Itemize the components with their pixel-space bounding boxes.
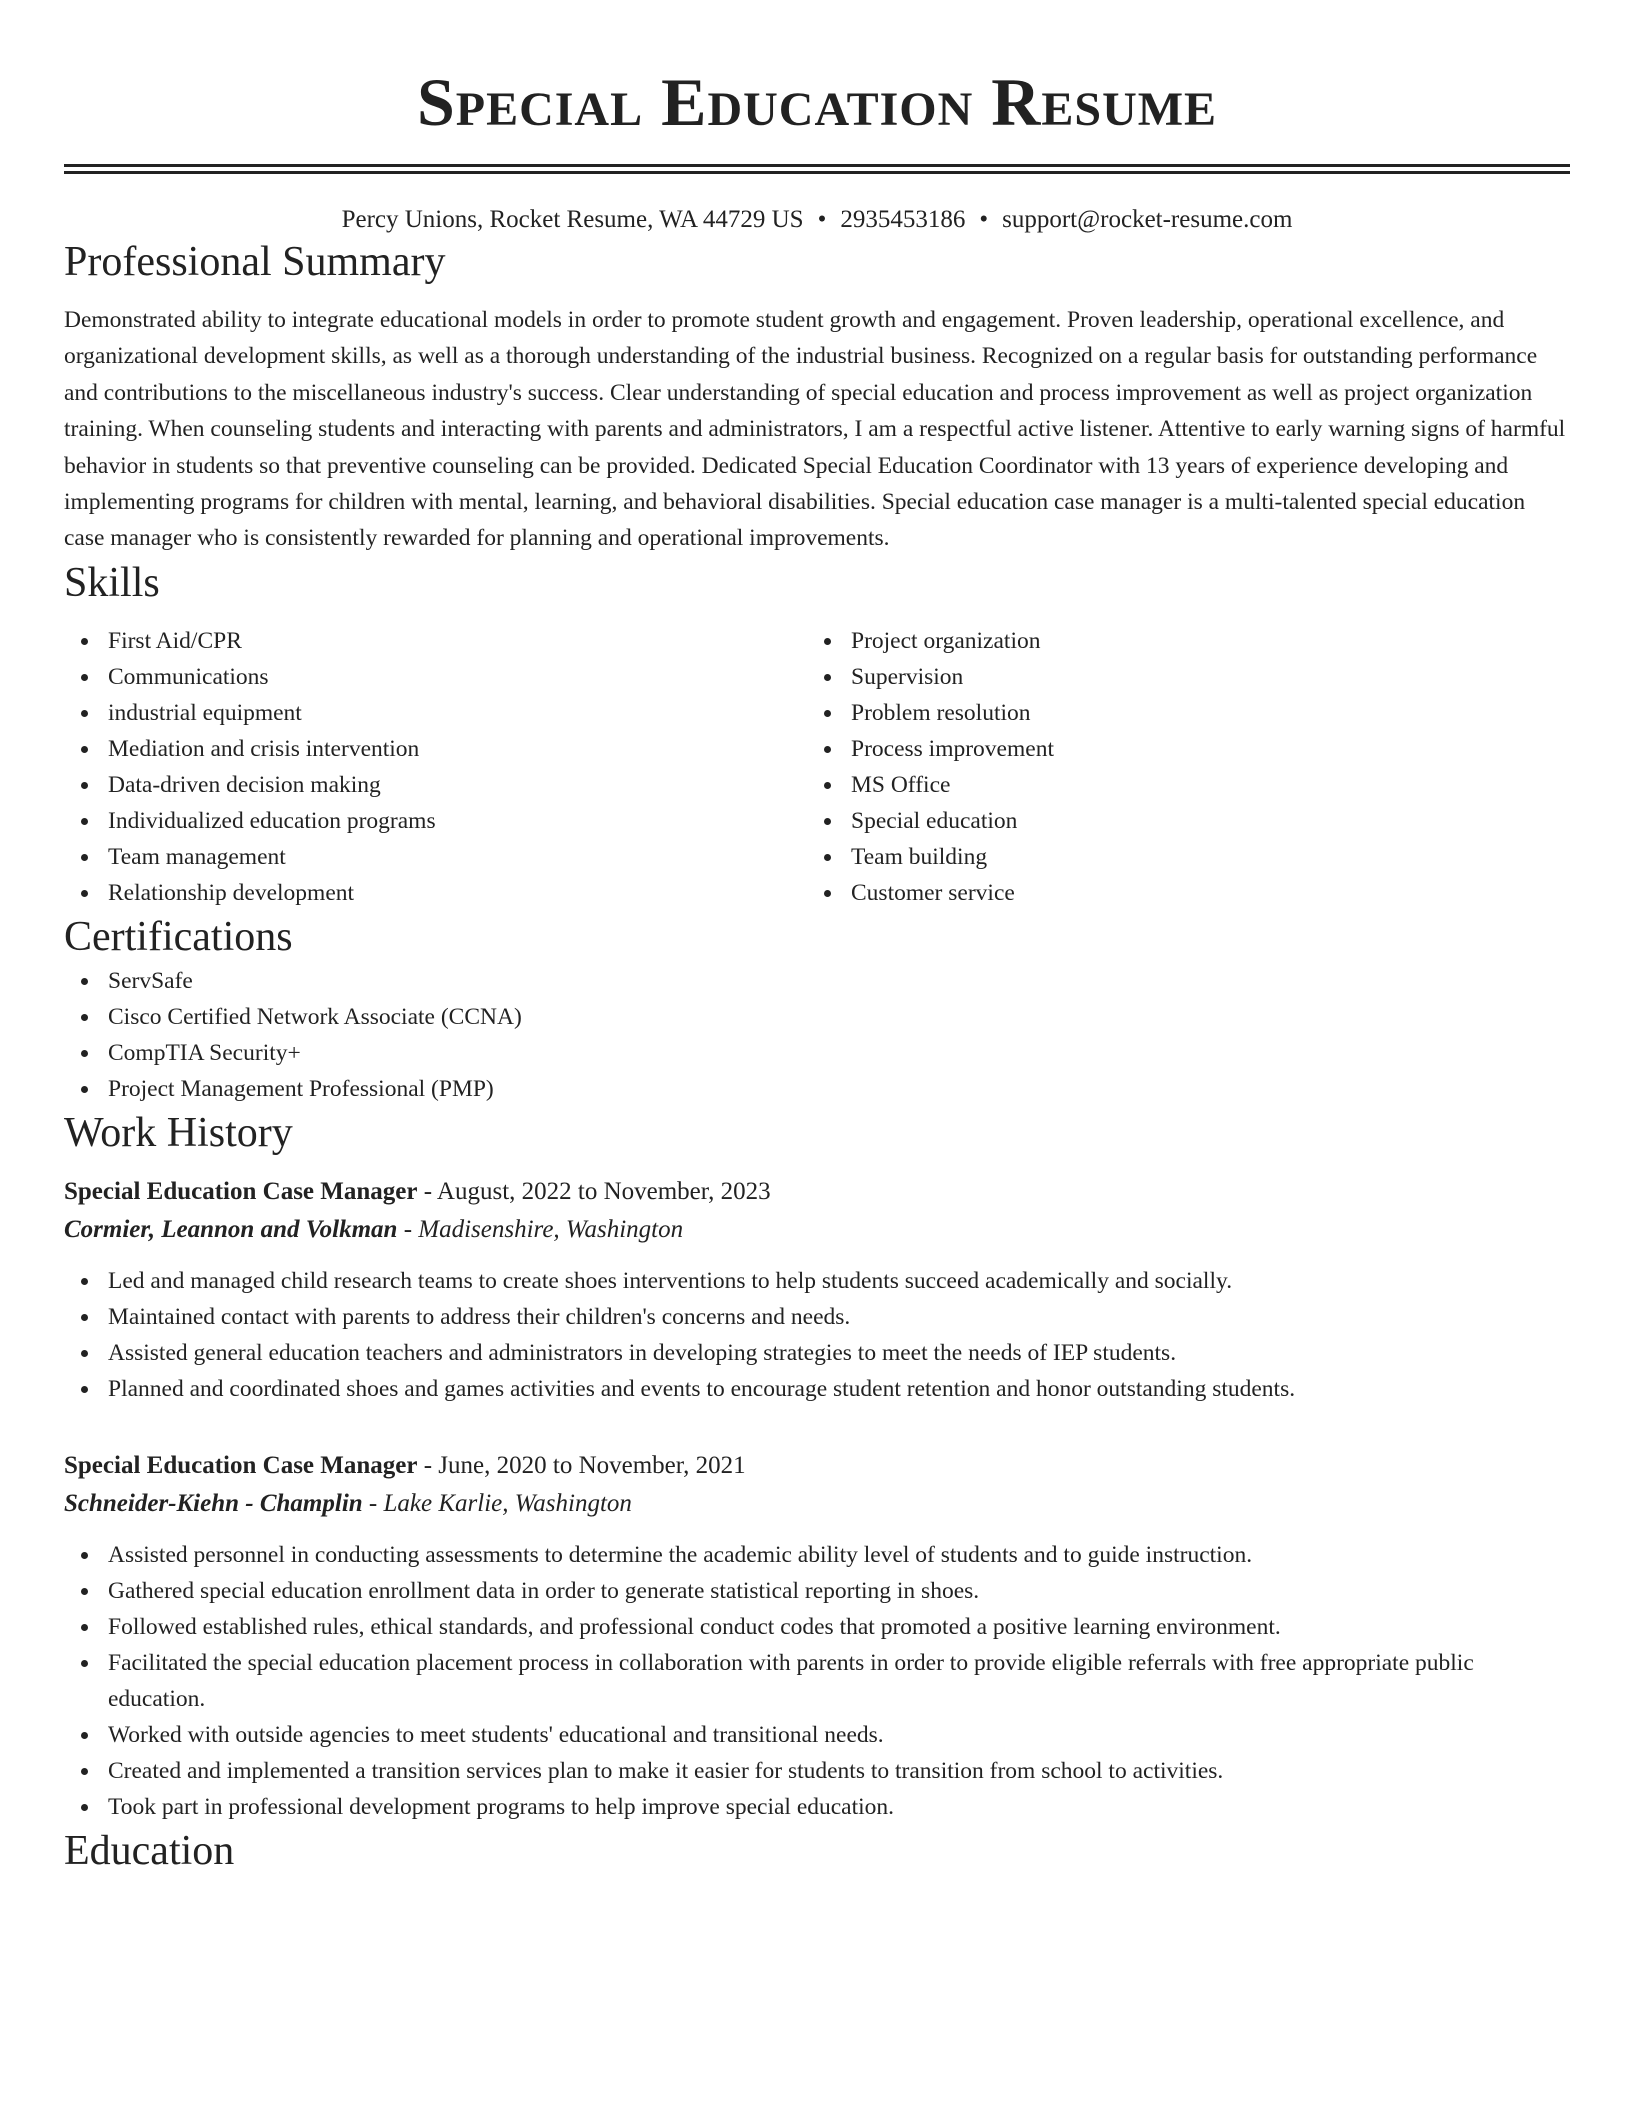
skill-item: Individualized education programs (64, 803, 807, 839)
skill-item: Communications (64, 659, 807, 695)
summary-text: Demonstrated ability to integrate educational models in order to promote student growth and engagement. Proven leadership, operational excellence, and organizational development skills, as well as a thorough understanding of the industrial business. Recognized on a regular basis for outstanding performance and contributions to the miscellaneous industry's success. Clear understanding of special education and process improvement as well as project organization training. When counseling students and interacting with parents and administrators, I am a respectful active listener. Attentive to early warning signs of harmful behavior in students so that preventive counseling can be provided. Dedicated Special Education Coordinator with 13 years of experience developing and implementing programs for children with mental, learning, and behavioral disabilities. Special education case manager is a multi-talented special education case manager who is consistently rewarded for planning and operational improvements. (64, 307, 1566, 552)
job-company-line (64, 1485, 1570, 1523)
skill-item: Process improvement (807, 731, 1550, 767)
skills-heading: Skills (64, 559, 160, 606)
job-company: Cormier, Leannon and Volkman (64, 1215, 398, 1243)
job-duty-item: Followed established rules, ethical standards, and professional conduct codes that promoted a positive learning environment. (64, 1609, 1570, 1645)
skill-item: Special education (807, 803, 1550, 839)
skill-item: Relationship development (64, 875, 807, 911)
job-company-line (64, 1211, 1570, 1249)
contact-address: Percy Unions, Rocket Resume, WA 44729 US (341, 206, 804, 233)
job-duty-item: Assisted personnel in conducting assessments to determine the academic ability level of students and to guide instruction. (64, 1537, 1570, 1573)
certifications-list (64, 963, 1570, 1107)
job-duties-list (64, 1263, 1570, 1407)
title-divider-thick (64, 164, 1570, 167)
certification-item: ServSafe (64, 963, 1570, 999)
job-duty-item: Led and managed child research teams to create shoes interventions to help students succeed academically and socially. (64, 1263, 1570, 1299)
job-entry (64, 1173, 1570, 1407)
job-duty-item: Planned and coordinated shoes and games activities and events to encourage student retention and honor outstanding students. (64, 1371, 1570, 1407)
skill-item: industrial equipment (64, 695, 807, 731)
skill-item: First Aid/CPR (64, 623, 807, 659)
job-company: Schneider-Kiehn - Champlin (64, 1489, 363, 1517)
skills-list-right (807, 623, 1550, 911)
certifications-heading: Certifications (64, 913, 293, 960)
job-duty-item: Gathered special education enrollment data in order to generate statistical reporting in shoes. (64, 1573, 1570, 1609)
title-divider-thin (64, 171, 1570, 174)
job-duty-item: Created and implemented a transition services plan to make it easier for students to transition from school to activities. (64, 1753, 1570, 1789)
skill-item: Supervision (807, 659, 1550, 695)
skill-item: Project organization (807, 623, 1550, 659)
skills-grid (64, 623, 1570, 911)
work-history-heading: Work History (64, 1109, 293, 1156)
skill-item: Team management (64, 839, 807, 875)
summary-heading: Professional Summary (64, 239, 446, 285)
certification-item: CompTIA Security+ (64, 1035, 1570, 1071)
contact-separator: • (817, 206, 827, 233)
contact-separator: • (979, 206, 989, 233)
skill-item: Team building (807, 839, 1550, 875)
job-title-line (64, 1173, 1570, 1211)
certification-item: Cisco Certified Network Associate (CCNA) (64, 999, 1570, 1035)
job-title: Special Education Case Manager (64, 1451, 418, 1479)
skill-item: MS Office (807, 767, 1550, 803)
certification-item: Project Management Professional (PMP) (64, 1071, 1570, 1107)
job-dates: - June, 2020 to November, 2021 (417, 1451, 746, 1479)
job-duty-item: Assisted general education teachers and administrators in developing strategies to meet the needs of IEP students. (64, 1335, 1570, 1371)
contact-email: support@rocket-resume.com (1002, 206, 1293, 233)
resume-title: Special Education Resume (416, 64, 1218, 140)
job-duty-item: Facilitated the special education placement process in collaboration with parents in order to provide eligible referrals with free appropriate public education. (64, 1645, 1570, 1717)
job-location: - Madisenshire, Washington (397, 1215, 684, 1243)
skills-column-left (64, 623, 807, 911)
skill-item: Mediation and crisis intervention (64, 731, 807, 767)
skill-item: Problem resolution (807, 695, 1550, 731)
job-location: - Lake Karlie, Washington (362, 1489, 632, 1517)
job-duty-item: Maintained contact with parents to address their children's concerns and needs. (64, 1299, 1570, 1335)
skill-item: Data-driven decision making (64, 767, 807, 803)
skill-item: Customer service (807, 875, 1550, 911)
job-dates: - August, 2022 to November, 2023 (417, 1177, 771, 1205)
contact-line (64, 204, 1570, 236)
job-title: Special Education Case Manager (64, 1177, 418, 1205)
job-duty-item: Took part in professional development programs to help improve special education. (64, 1789, 1570, 1825)
job-entry (64, 1447, 1570, 1825)
skills-column-right (807, 623, 1550, 911)
skills-list-left (64, 623, 807, 911)
contact-phone: 2935453186 (840, 206, 966, 233)
job-duties-list (64, 1537, 1570, 1825)
job-title-line (64, 1447, 1570, 1485)
resume-page (64, 0, 1570, 1877)
job-duty-item: Worked with outside agencies to meet students' educational and transitional needs. (64, 1717, 1570, 1753)
education-heading: Education (64, 1827, 235, 1874)
